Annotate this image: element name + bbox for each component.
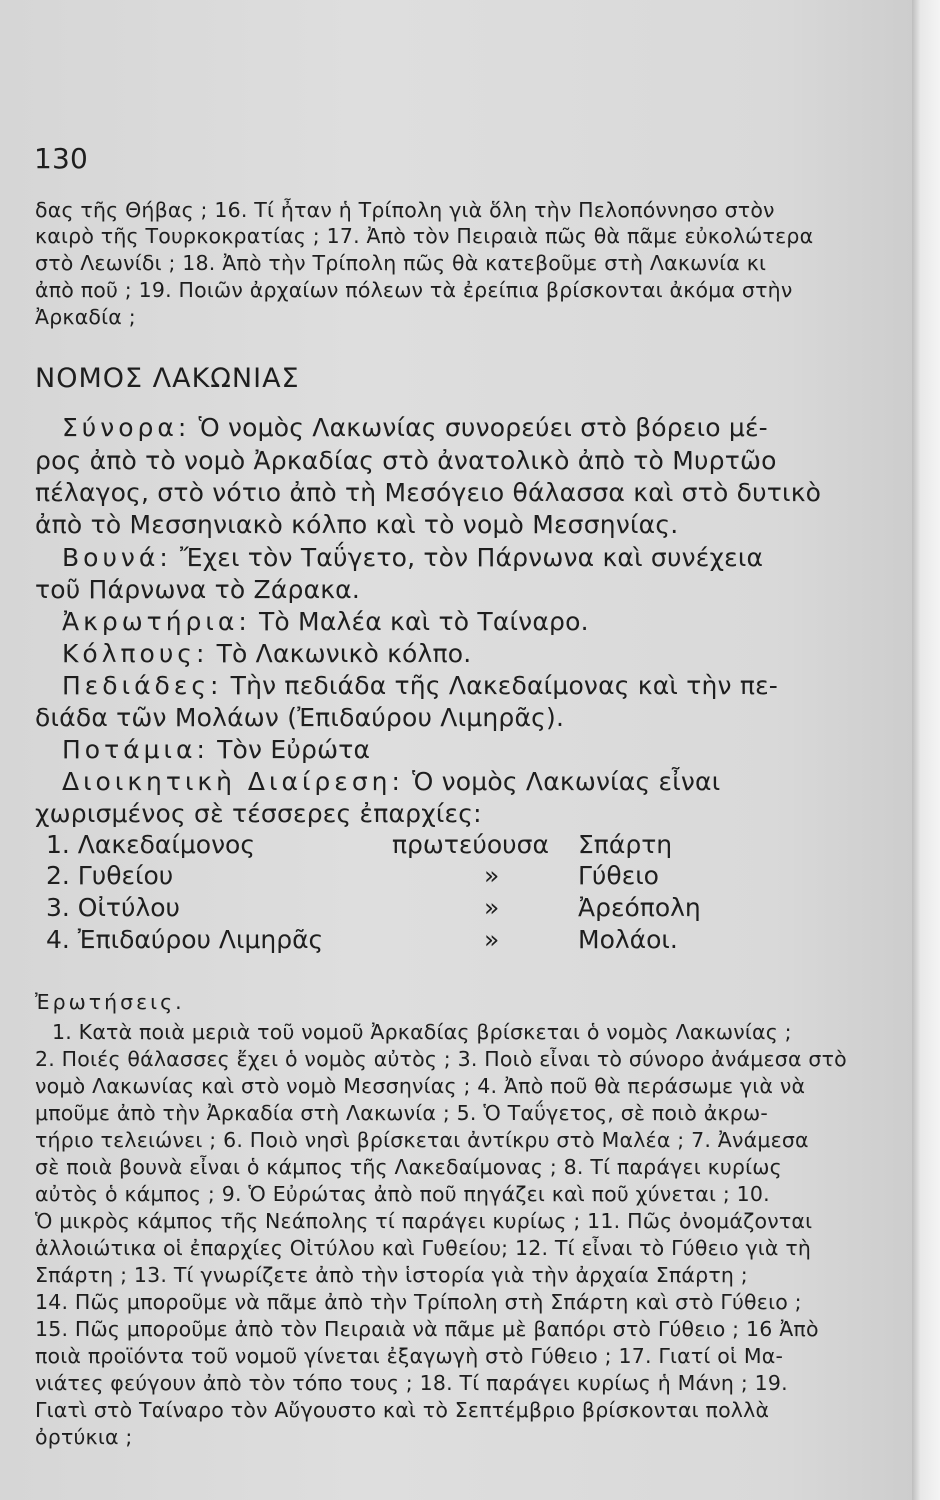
kolpous-text: Τὸ Λακωνικὸ κόλπο. [216,639,472,668]
question-line: Γιατὶ στὸ Ταίναρο τὸν Αὔγουστο καὶ τὸ Σεπτέμβριο βρίσκονται πολλὰ [35,1398,770,1422]
kolpous-label: Κόλπους: [62,639,209,668]
intro-line: δας τῆς Θήβας ; 16. Τί ἦταν ἡ Τρίπολη γιὰ ὅλη τὴν Πελοπόννησο στὸν [35,198,775,222]
kolpous-line [62,639,471,668]
akrotiria-label: Ἀκρωτήρια: [62,607,251,636]
question-line: ἀλλοιώτικα οἱ ἐπαρχίες Οἰτύλου καὶ Γυθείου; 12. Τί εἶναι τὸ Γύθειο γιὰ τὴ [35,1236,812,1260]
question-line: νιάτες φεύγουν ἀπὸ τὸν τόπο τους ; 18. Τί παράγει κυρίως ἡ Μάνη ; 19. [35,1371,788,1395]
question-line: σὲ ποιὰ βουνὰ εἶναι ὁ κάμπος τῆς Λακεδαίμονας ; 8. Τί παράγει κυρίως [35,1155,782,1179]
pediades-first-line [62,671,778,700]
eparchia-name: 1. Λακεδαίμονος [46,830,255,859]
eparchia-type: πρωτεύουσα [392,830,549,859]
eparchia-name: 4. Ἐπιδαύρου Λιμηρᾶς [46,925,324,954]
eparchia-capital: Σπάρτη [578,830,673,859]
question-line: ὀρτύκια ; [35,1425,133,1449]
question-line: 2. Ποιές θάλασσες ἔχει ὁ νομὸς αὐτὸς ; 3. Ποιὸ εἶναι τὸ σύνορο ἀνάμεσα στὸ [35,1047,847,1071]
question-line: νομὸ Λακωνίας καὶ στὸ νομὸ Μεσσηνίας ; 4. Ἀπὸ ποῦ θὰ περάσωμε γιὰ νὰ [35,1074,806,1098]
question-line: Σπάρτη ; 13. Τί γνωρίζετε ἀπὸ τὴν ἱστορία γιὰ τὴν ἀρχαία Σπάρτη ; [35,1263,748,1287]
synora-line: πέλαγος, στὸ νότιο ἀπὸ τὴ Μεσόγειο θάλασσα καὶ στὸ δυτικὸ [35,478,822,507]
akrotiria-text: Τὸ Μαλέα καὶ τὸ Ταίναρο. [258,607,589,636]
section-heading: ΝΟΜΟΣ ΛΑΚΩΝΙΑΣ [35,363,300,394]
question-line: 15. Πῶς μποροῦμε ἀπὸ τὸν Πειραιὰ νὰ πᾶμε μὲ βαπόρι στὸ Γύθειο ; 16 Ἀπὸ [35,1317,819,1341]
question-line: 14. Πῶς μποροῦμε νὰ πᾶμε ἀπὸ τὴν Τρίπολη στὴ Σπάρτη καὶ στὸ Γύθειο ; [35,1290,802,1314]
synora-label: Σύνορα: [62,413,191,442]
eparchia-name: 2. Γυθείου [46,861,174,890]
synora-line: ἀπὸ τὸ Μεσσηνιακὸ κόλπο καὶ τὸ νομὸ Μεσσηνίας. [35,510,679,539]
vouna-line: τοῦ Πάρνωνα τὸ Ζάρακα. [35,575,361,604]
synora-text: Ὁ νομὸς Λακωνίας συνορεύει στὸ βόρειο μέ- [198,413,768,442]
pediades-line: διάδα τῶν Μολάων (Ἐπιδαύρου Λιμηρᾶς). [35,703,565,732]
synora-line: ρος ἀπὸ τὸ νομὸ Ἀρκαδίας στὸ ἀνατολικὸ ἀπὸ τὸ Μυρτῶο [35,446,777,475]
synora-first-line [62,413,768,442]
akrotiria-line [62,607,589,636]
eparchia-capital: Ἀρεόπολη [578,893,701,922]
dioikitiki-line: χωρισμένος σὲ τέσσερες ἐπαρχίες: [35,799,482,828]
page-edge [912,0,940,1500]
page-number: 130 [34,142,89,175]
eparchia-type: » [484,925,500,954]
intro-line: στὸ Λεωνίδι ; 18. Ἀπὸ τὴν Τρίπολη πῶς θὰ κατεβοῦμε στὴ Λακωνία κι [35,251,767,275]
question-line: 1. Κατὰ ποιὰ μεριὰ τοῦ νομοῦ Ἀρκαδίας βρίσκεται ὁ νομὸς Λακωνίας ; [52,1020,792,1044]
eparchia-name: 3. Οἰτύλου [46,893,181,922]
potamia-line [62,735,370,764]
pediades-label: Πεδιάδες: [62,671,223,700]
potamia-text: Τὸν Εὐρώτα [217,735,371,764]
question-line: αὐτὸς ὁ κάμπος ; 9. Ὁ Εὐρώτας ἀπὸ ποῦ πηγάζει καὶ ποῦ χύνεται ; 10. [35,1182,770,1206]
dioikitiki-label: Διοικητικὴ Διαίρεση: [62,767,404,796]
pediades-text: Τὴν πεδιάδα τῆς Λακεδαίμονας καὶ τὴν πε- [230,671,779,700]
intro-line: Ἀρκαδία ; [35,305,136,329]
intro-line: ἀπὸ ποῦ ; 19. Ποιῶν ἀρχαίων πόλεων τὰ ἐρείπια βρίσκονται ἀκόμα στὴν [35,278,793,302]
dioikitiki-text: Ὁ νομὸς Λακωνίας εἶναι [412,767,721,796]
intro-line: καιρὸ τῆς Τουρκοκρατίας ; 17. Ἀπὸ τὸν Πειραιὰ πῶς θὰ πᾶμε εὐκολώτερα [35,224,814,248]
question-line: Ὁ μικρὸς κάμπος τῆς Νεάπολης τί παράγει κυρίως ; 11. Πῶς ὀνομάζονται [35,1209,813,1233]
dioikitiki-first-line [62,767,720,796]
eparchia-type: » [484,861,500,890]
question-line: ποιὰ προϊόντα τοῦ νομοῦ γίνεται ἐξαγωγὴ στὸ Γύθειο ; 17. Γιατί οἱ Μα- [35,1344,784,1368]
question-line: μποῦμε ἀπὸ τὴν Ἀρκαδία στὴ Λακωνία ; 5. Ὁ Ταΰγετος, σὲ ποιὸ ἀκρω- [35,1101,768,1125]
eparchia-capital: Γύθειο [578,861,659,890]
eparchia-type: » [484,893,500,922]
vouna-text: Ἔχει τὸν Ταΰγετο, τὸν Πάρνωνα καὶ συνέχεια [179,543,764,572]
vouna-first-line [62,543,763,572]
questions-label: Ἐρωτήσεις. [35,990,185,1014]
question-line: τήριο τελειώνει ; 6. Ποιὸ νησὶ βρίσκεται ἀντίκρυ στὸ Μαλέα ; 7. Ἀνάμεσα [35,1128,809,1152]
vouna-label: Βουνά: [62,543,172,572]
eparchia-capital: Μολάοι. [578,925,678,954]
potamia-label: Ποτάμια: [62,735,209,764]
